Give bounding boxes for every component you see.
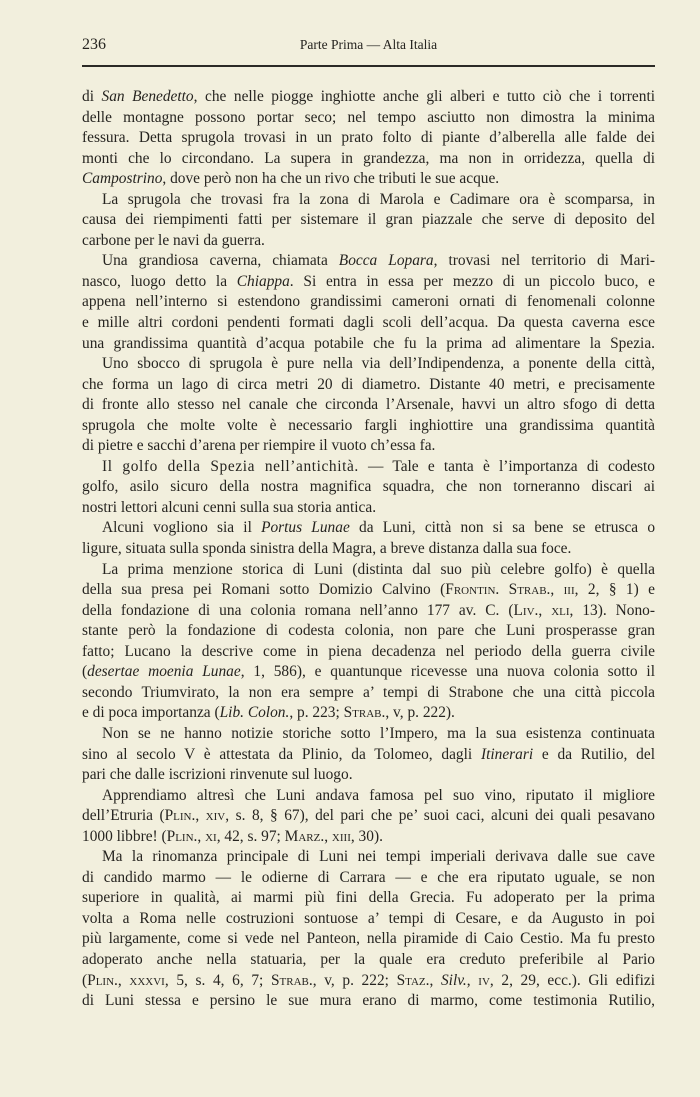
smallcaps-citation: xli [551, 601, 570, 619]
text-line [82, 128, 655, 149]
text-line [82, 642, 655, 663]
text-run: di Luni stessa e persino le sue mura erano di marmo, come testimonia Rutilio, [82, 992, 655, 1010]
text-run: , [550, 581, 564, 599]
text-run: da Luni, città non si sa bene se etrusca o [349, 519, 656, 537]
text-run: , che nelle piogge inghiotte anche gli alberi e tutto ciò che i torrenti [193, 88, 655, 105]
text-line [82, 806, 655, 827]
text-line [82, 950, 655, 971]
text-run: , v, p. 222; [312, 971, 397, 989]
text-run: Ma la rinomanza principale di Luni nei tempi imperiali derivava dalle sue cave [102, 848, 655, 866]
page-header [82, 36, 655, 58]
text-line [82, 251, 655, 272]
text-run: , 30). [350, 827, 383, 845]
text-run: più largamente, come si vede nel Panteon, nella piramide di Caio Cestio. Ma fu presto [82, 930, 655, 948]
text-run: La prima menzione storica di Luni (distinta dal suo più celebre golfo) è quella [102, 560, 655, 578]
body-text [82, 87, 655, 1012]
text-line [82, 231, 655, 252]
text-line [82, 539, 655, 560]
italic-text: Chiappa [236, 272, 290, 290]
smallcaps-citation: Strab. [343, 704, 386, 722]
text-line [82, 292, 655, 313]
text-run: della fondazione di una colonia romana nell’anno 177 av. C. ( [82, 601, 514, 619]
text-run: pari che dalle iscrizioni rinvenute sul luogo. [82, 766, 353, 784]
text-run: , [466, 971, 479, 989]
text-run: , 42, s. 97; [216, 827, 285, 845]
page-number: 236 [82, 36, 106, 53]
text-run: , 2, 29, ecc.). Gli edifizi [489, 971, 656, 989]
text-run: , s. 8, § 67), del pari che pe’ suoi caci, alcuni dei quali pesavano [225, 807, 655, 825]
text-line [82, 375, 655, 396]
text-run: , [197, 827, 206, 845]
text-run: ( [82, 971, 88, 989]
text-run: delle montagne possono portar seco; nel tempo asciutto non dimostra la minima [82, 108, 655, 126]
text-line [82, 786, 655, 807]
italic-text: Lib. Colon. [219, 704, 290, 722]
text-run: della sua presa pei Romani sotto Domizio Calvino ( [82, 581, 446, 599]
text-run: monti che lo circondano. La supera in grandezza, ma non in orridezza, quella di [82, 149, 655, 167]
text-run: ligure, situata sulla sponda sinistra della Magra, a breve distanza dalla sua foce. [82, 540, 572, 558]
text-line [82, 272, 655, 293]
text-line [82, 971, 655, 992]
text-line [82, 909, 655, 930]
text-run: di fronte allo stesso nel canale che circonda l’Arsenale, havvi un altro sfogo di detta [82, 396, 655, 414]
text-run: sino al secolo V è attestata da Plinio, da Tolomeo, dagli [82, 745, 481, 763]
text-run: di [82, 88, 102, 105]
smallcaps-citation: Staz. [396, 971, 430, 989]
text-run: , [117, 971, 130, 989]
text-line [82, 724, 655, 745]
text-run: fatto; Lucano la descrive come in piena decadenza nel periodo della guerra civile [82, 642, 655, 660]
text-run: , [429, 971, 441, 989]
smallcaps-citation: Plin. [166, 827, 198, 845]
text-line [82, 436, 655, 457]
text-run: , 1, 586), e quantunque ricevesse una nuova colonia sotto il [240, 663, 655, 681]
text-run: , 5, s. 4, 6, 7; [164, 971, 271, 989]
text-run: sprugola che molte volte è necessario fargli inghiottire una grandissima quantità [82, 416, 655, 434]
running-title: Parte Prima — Alta Italia [299, 37, 438, 52]
text-run: , dove però non ha che un rivo che tributi le sue acque. [162, 170, 500, 188]
text-line [82, 149, 655, 170]
text-run: Apprendiamo altresì che Luni andava famosa pel suo vino, riputato il migliore [102, 786, 655, 804]
text-line [82, 313, 655, 334]
smallcaps-citation: Plin. [164, 807, 196, 825]
text-line [82, 210, 655, 231]
text-line [82, 580, 655, 601]
text-line [82, 662, 655, 683]
smallcaps-citation: xi [205, 827, 217, 845]
text-run: ( [82, 663, 88, 681]
text-line [82, 169, 655, 190]
text-run: 1000 libbre! ( [82, 827, 167, 845]
smallcaps-citation: Marz. [284, 827, 325, 845]
smallcaps-citation: Frontin. Strab. [445, 581, 551, 599]
text-run: , p. 223; [289, 704, 344, 722]
text-run: dell’Etruria ( [82, 807, 165, 825]
italic-text: Silv. [440, 971, 467, 989]
text-line [82, 190, 655, 211]
text-run: adoperato anche nella statuaria, per la quale era creduto preferibile al Pario [82, 950, 655, 968]
text-run: appena nell’interno si estendono grandissimi cameroni ornati di fenomenali colonne [82, 293, 655, 311]
text-run: , [324, 827, 332, 845]
text-run: , 13). Nono- [569, 601, 656, 619]
text-line [82, 477, 655, 498]
text-line [82, 354, 655, 375]
smallcaps-citation: xxxvi [129, 971, 165, 989]
text-run: causa dei riempimenti fatti per sistemare il gran piazzale che serve di deposito del [82, 211, 655, 229]
text-line [82, 416, 655, 437]
text-line [82, 395, 655, 416]
text-run: , [195, 807, 206, 825]
smallcaps-citation: iv [478, 971, 490, 989]
text-run: La sprugola che trovasi fra la zona di Marola e Cadimare ora è scomparsa, in [102, 190, 655, 208]
text-run: e di poca importanza ( [82, 704, 220, 722]
text-line [82, 991, 655, 1012]
text-line [82, 457, 655, 478]
text-line [82, 703, 655, 724]
text-run: di candido marmo — le odierne di Carrara — e che era riputato uguale, se non [82, 868, 655, 886]
text-line [82, 601, 655, 622]
text-run: di pietre e sacchi d’arena per riempire il vuoto ch’essa fa. [82, 437, 436, 455]
text-line [82, 827, 655, 848]
text-run: , v, p. 222). [385, 704, 455, 722]
italic-text: Campostrino [82, 170, 163, 188]
text-run: secondo Triumvirato, la non era sempre a’ tempi di Strabone che una città piccola [82, 683, 655, 701]
text-run: e da Rutilio, del [533, 745, 655, 763]
text-run: — Tale e tanta è l’importanza di codesto [358, 457, 656, 475]
text-line [82, 87, 655, 108]
text-line [82, 765, 655, 786]
section-heading: Il golfo della Spezia nell’antichità. [102, 457, 359, 475]
italic-text: San Benedetto [101, 88, 194, 105]
smallcaps-citation: Plin. [87, 971, 118, 989]
header-rule [82, 65, 655, 67]
text-line [82, 108, 655, 129]
smallcaps-citation: xiii [331, 827, 351, 845]
text-line [82, 334, 655, 355]
smallcaps-citation: Strab. [270, 971, 313, 989]
text-run: Uno sbocco di sprugola è pure nella via dell’Indipendenza, a ponente della città, [102, 355, 655, 373]
italic-text: Bocca Lopara [338, 252, 434, 270]
text-run: , [538, 601, 552, 619]
italic-text: desertae moenia Lunae [87, 663, 241, 681]
text-run: Non se ne hanno notizie storiche sotto l’Impero, ma la sua esistenza continuata [102, 724, 655, 742]
text-run: . Si entra in essa per mezzo di un piccolo buco, e [289, 272, 655, 290]
text-run: , trovasi nel territorio di Mari- [433, 252, 655, 270]
italic-text: Itinerari [480, 745, 534, 763]
text-run: e mille altri cordoni pendenti formati dagli scoli dell’acqua. Da questa caverna esce [82, 314, 655, 332]
text-run: nostri lettori alcuni cenni sulla sua storia antica. [82, 498, 377, 516]
text-run: fessura. Detta sprugola trovasi in un prato folto di piante d’alberella alle falde dei [82, 129, 655, 147]
text-line [82, 518, 655, 539]
text-run: Alcuni vogliono sia il [102, 519, 262, 537]
text-line [82, 683, 655, 704]
text-line [82, 621, 655, 642]
text-line [82, 868, 655, 889]
text-run: , 2, § 1) e [574, 581, 655, 599]
text-run: volta a Roma nelle costruzioni sontuose a’ tempi di Cesare, e da Augusto in poi [82, 909, 655, 927]
italic-text: Portus Lunae [261, 519, 350, 537]
smallcaps-citation: xiv [205, 807, 226, 825]
text-run: nasco, luogo detto la [82, 272, 237, 290]
text-line [82, 847, 655, 868]
smallcaps-citation: iii [563, 581, 575, 599]
text-line [82, 745, 655, 766]
text-run: una grandissima quantità d’acqua potabile che fu la prima ad alimentare la Spezia. [82, 334, 655, 352]
text-run: stante però la fondazione di codesta colonia, non pare che Luni prosperasse gran [82, 622, 655, 640]
text-run: che forma un lago di circa metri 20 di diametro. Distante 40 metri, e precisamente [82, 375, 655, 393]
text-line [82, 560, 655, 581]
text-line [82, 929, 655, 950]
text-run: superiore in qualità, ai marmi più fini della Grecia. Fu adoperato per la prima [82, 889, 655, 907]
text-line [82, 888, 655, 909]
smallcaps-citation: Liv. [513, 601, 539, 619]
text-line [82, 498, 655, 519]
text-run: carbone per le navi da guerra. [82, 231, 265, 249]
text-run: Una grandiosa caverna, chiamata [102, 252, 339, 270]
text-run: golfo, asilo sicuro della nostra magnifica squadra, che non torneranno discari ai [82, 478, 655, 496]
